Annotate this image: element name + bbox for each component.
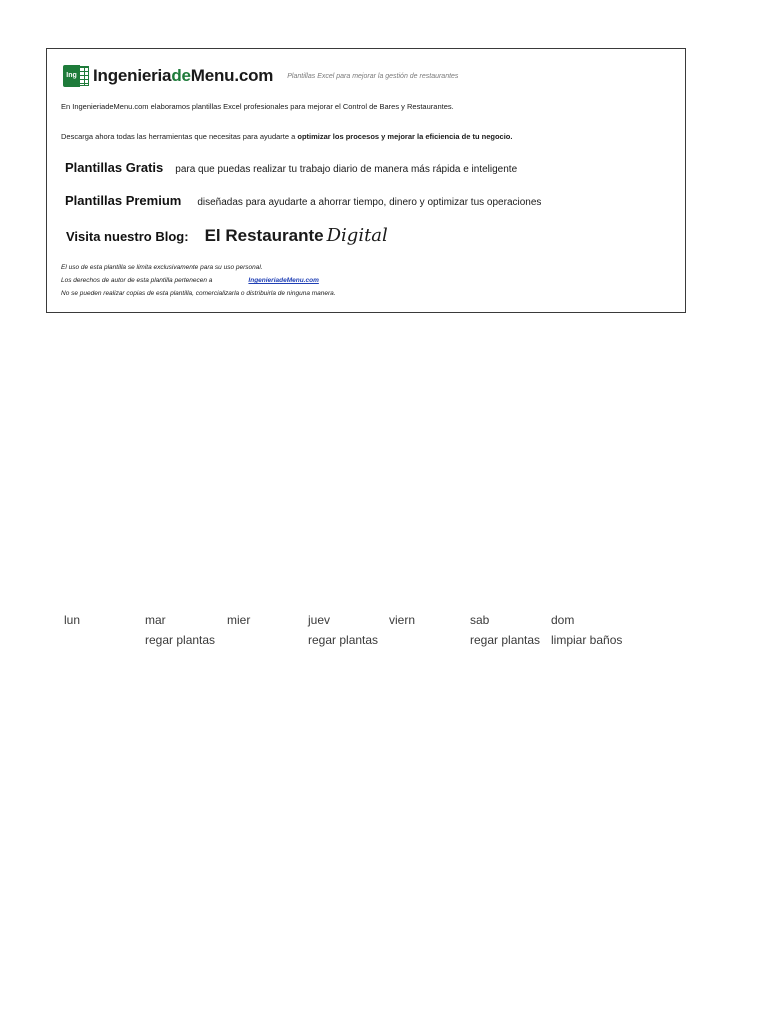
task-dom: limpiar baños: [551, 633, 623, 647]
day-header-mier: mier: [227, 613, 251, 627]
legal-line-2: Los derechos de autor de esta plantilla pertenecen a IngenieriadeMenu.com: [61, 277, 319, 284]
task-juev: regar plantas: [308, 633, 379, 647]
blog-logo-text[interactable]: El Restaurante: [204, 226, 324, 245]
download-text: Descarga ahora todas las herramientas que necesitas para ayudarte a optimizar los procesos y mejorar la eficiencia de tu negocio.: [61, 132, 513, 141]
task-sab: regar plantas: [470, 633, 541, 647]
day-header-viern: viern: [389, 613, 416, 627]
free-templates-title: Plantillas Gratis: [65, 160, 164, 175]
task-mar: regar plantas: [145, 633, 216, 647]
blog-logo-script[interactable]: Digital: [326, 225, 388, 246]
day-header-lun: lun: [64, 613, 81, 627]
promo-banner: [46, 48, 686, 313]
spreadsheet-book-icon: [63, 65, 89, 87]
logo[interactable]: [63, 65, 458, 87]
blog-label: Visita nuestro Blog:: [66, 229, 189, 244]
logo-text: IngenieriadeMenu.com: [93, 66, 274, 85]
logo-tagline: Plantillas Excel para mejorar la gestión de restaurantes: [287, 72, 459, 80]
day-header-sab: sab: [470, 613, 490, 627]
legal-line-3: No se pueden realizar copias de esta plantilla, comercializarla o distribuirla de ninguna manera.: [61, 290, 336, 297]
free-templates[interactable]: [65, 160, 517, 175]
intro-text: En IngenieriadeMenu.com elaboramos plantillas Excel profesionales para mejorar el Control de Bares y Restaurantes.: [61, 102, 454, 111]
copyright-link[interactable]: IngenieriadeMenu.com: [248, 277, 319, 284]
logo-badge: Ing: [63, 65, 80, 87]
day-header-dom: dom: [551, 613, 575, 627]
premium-templates-desc: diseñadas para ayudarte a ahorrar tiempo, dinero y optimizar tus operaciones: [197, 197, 542, 208]
day-header-mar: mar: [145, 613, 166, 627]
free-templates-desc: para que puedas realizar tu trabajo diario de manera más rápida e inteligente: [175, 164, 518, 175]
premium-templates-title: Plantillas Premium: [65, 193, 182, 208]
blog-promo: [66, 225, 388, 246]
premium-templates[interactable]: [65, 193, 541, 208]
legal-line-1: El uso de esta plantilla se limita exclusivamente para su uso personal.: [61, 264, 263, 271]
day-header-juev: juev: [308, 613, 331, 627]
